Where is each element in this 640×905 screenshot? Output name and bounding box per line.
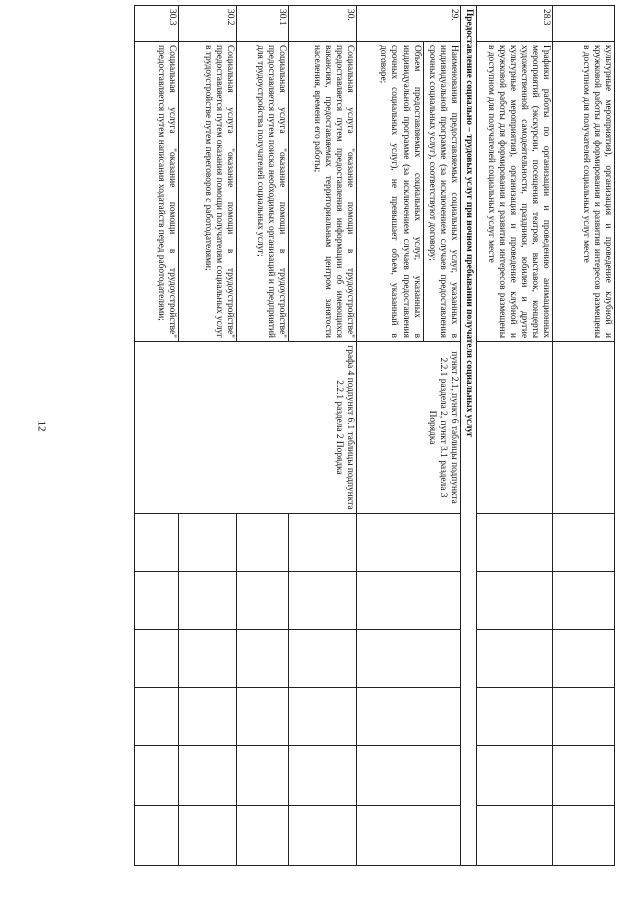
- row-description: Социальная услуга "оказание помощи в трудоустройстве" предоставляется путем оказания помощи получателям социальных услуг в трудоустройстве путем переговоров с работодателями;: [178, 42, 236, 342]
- empty-cell: [134, 806, 178, 866]
- empty-cell: [553, 746, 615, 806]
- empty-cell: [236, 806, 288, 866]
- row-description: Социальная услуга "оказание помощи в трудоустройстве" предоставляется путем поиска необходимых организаций и предприятий для трудоустройства получателей социальных услуг;: [236, 42, 288, 342]
- empty-cell: [134, 746, 178, 806]
- empty-cell: [477, 746, 553, 806]
- row-number: 29.: [356, 6, 460, 42]
- table-row: [288, 6, 356, 866]
- row-description-part-1: Наименования предоставляемых социальных услуг, указанных в индивидуальной программе (за исключением случаев предоставления срочных социальных услуг), соответствуют договору;: [426, 45, 459, 338]
- row-description: культурные мероприятия), организация и проведение клубной и кружковой работы для формирования и развития интересов размещены в доступном для получателей социальных услуг месте: [553, 42, 615, 342]
- empty-cell: [356, 688, 460, 746]
- row-description: [356, 42, 460, 342]
- row-number: 28.3: [477, 6, 553, 42]
- page-number: 12: [35, 420, 48, 432]
- section-header-row: [460, 6, 476, 866]
- criteria-table: [134, 5, 615, 866]
- row-description-part-2: Объем предоставляемых социальных услуг, указанных в индивидуальной программе (за исключением случаев предоставления срочных социальных услуг), не превышает объем, указанный в договоре;: [377, 42, 423, 341]
- empty-cell: [356, 806, 460, 866]
- row-reference: пункт 2.1, пункт 6 таблицы подпункта 2.2.1 раздела 2, пункт 3.1 раздела 3 Порядка: [356, 342, 460, 514]
- row-description: Социальная услуга "оказание помощи в трудоустройстве" предоставляется путем предоставления информации об имеющихся вакансиях, предоставляемых территориальным центром занятости населения, времени его работы;: [288, 42, 356, 342]
- empty-cell: [178, 572, 236, 630]
- empty-cell: [477, 806, 553, 866]
- row-number: 30.2: [178, 6, 236, 42]
- row-description: Графики работы по организации и проведению анимационных мероприятий (экскурсии, посещения театров, выставок, концерты художественной самодеятельности, праздники, юбилеи и другие культурные мероприятия), организация и проведение клубной и кружковой работы для формирования и развития интересов размещены в доступном для получателей социальных услуг месте: [477, 42, 553, 342]
- row-reference: [553, 342, 615, 514]
- empty-cell: [134, 688, 178, 746]
- empty-cell: [178, 746, 236, 806]
- table-row: [477, 6, 553, 866]
- empty-cell: [178, 514, 236, 572]
- empty-cell: [477, 688, 553, 746]
- row-reference: графа 4 подпункт 6.1 таблицы подпункта 2.2.1 раздела 2 Порядка: [134, 342, 356, 514]
- table-row: [356, 6, 460, 866]
- empty-cell: [236, 514, 288, 572]
- empty-cell: [356, 630, 460, 688]
- empty-cell: [553, 806, 615, 866]
- row-number: 30.3: [134, 6, 178, 42]
- empty-cell: [288, 688, 356, 746]
- row-number: 30.1: [236, 6, 288, 42]
- section-title: Предоставление социально – трудовых услуг при ночном пребывании получателя социальных услуг: [460, 6, 476, 866]
- empty-cell: [134, 514, 178, 572]
- empty-cell: [288, 514, 356, 572]
- empty-cell: [477, 514, 553, 572]
- empty-cell: [288, 630, 356, 688]
- empty-cell: [553, 514, 615, 572]
- empty-cell: [553, 630, 615, 688]
- empty-cell: [356, 746, 460, 806]
- empty-cell: [356, 514, 460, 572]
- empty-cell: [236, 746, 288, 806]
- empty-cell: [134, 572, 178, 630]
- empty-cell: [356, 572, 460, 630]
- empty-cell: [553, 572, 615, 630]
- empty-cell: [236, 572, 288, 630]
- row-number: [553, 6, 615, 42]
- row-number: 30.: [288, 6, 356, 42]
- empty-cell: [236, 630, 288, 688]
- empty-cell: [134, 630, 178, 688]
- empty-cell: [288, 806, 356, 866]
- empty-cell: [477, 572, 553, 630]
- empty-cell: [178, 688, 236, 746]
- empty-cell: [477, 630, 553, 688]
- table-row: [553, 6, 615, 866]
- empty-cell: [553, 688, 615, 746]
- empty-cell: [288, 746, 356, 806]
- row-reference: [477, 342, 553, 514]
- empty-cell: [236, 688, 288, 746]
- empty-cell: [178, 806, 236, 866]
- rotated-table-wrapper: [55, 5, 615, 865]
- empty-cell: [178, 630, 236, 688]
- empty-cell: [288, 572, 356, 630]
- row-description: Социальная услуга "оказание помощи в трудоустройстве" предоставляется путем написания ходатайств перед работодателями;: [134, 42, 178, 342]
